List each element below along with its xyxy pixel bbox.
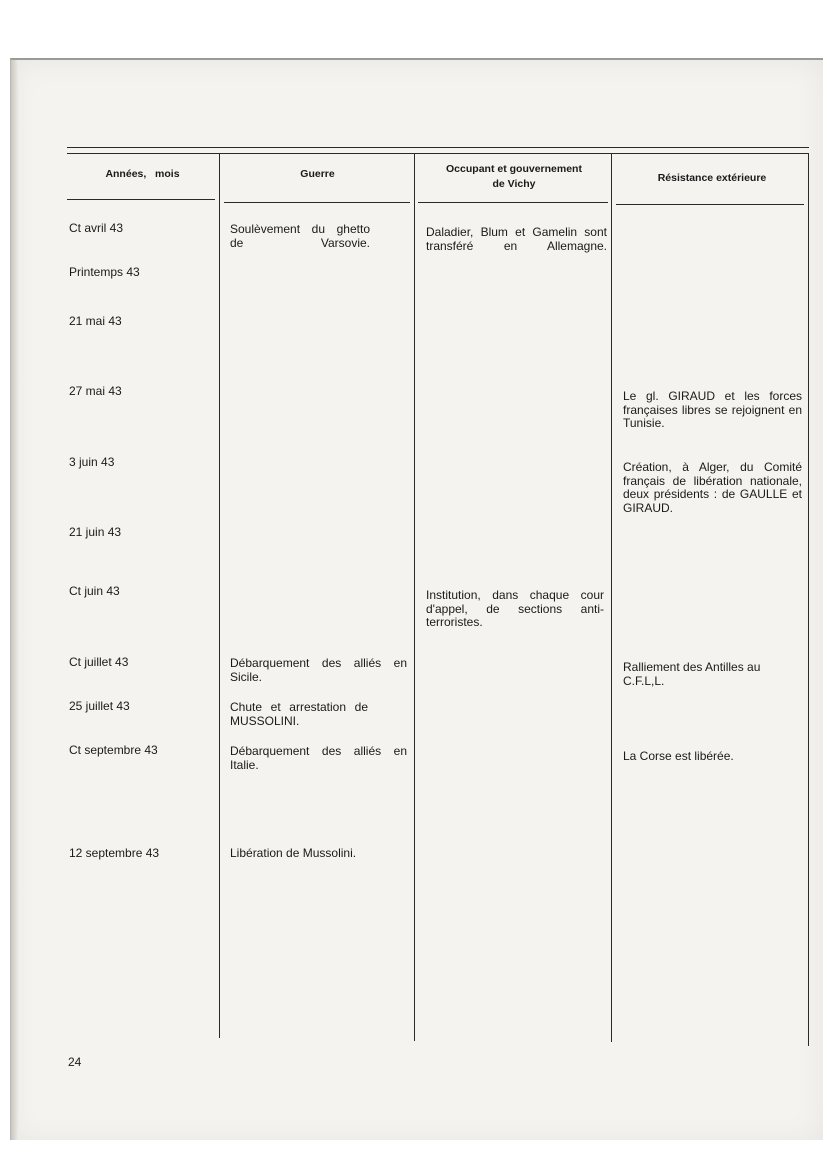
column-divider-3 <box>611 153 612 1042</box>
occupant-entry-text: Daladier, Blum et Gamelin sont transféré en Allemagne. <box>426 225 607 253</box>
occupant-entry <box>426 589 604 630</box>
resistance-entry <box>623 461 802 515</box>
row-date: Ct avril 43 <box>69 221 124 235</box>
row-date: 21 juin 43 <box>69 525 122 539</box>
resistance-entry-text: Le gl. GIRAUD et les forces françaises libres se rejoignent en Tunisie. <box>623 389 802 430</box>
war-entry-text: Débarquement des alliés en Italie. <box>230 744 407 772</box>
page-bottom-margin <box>0 1140 827 1168</box>
row-date: 25 juillet 43 <box>69 699 130 713</box>
occupant-entry-text: Institution, dans chaque cour d'appel, de sections anti-terroristes. <box>426 588 604 629</box>
header-occupant: Occupant et gouvernement de Vichy <box>446 163 582 190</box>
column-divider-1 <box>219 153 220 1038</box>
war-entry <box>230 657 407 684</box>
header-underline-years <box>67 199 215 200</box>
occupant-entry <box>426 226 607 253</box>
war-entry-text: Chute et arrestation de MUSSOLINI. <box>230 700 368 728</box>
resistance-entry-text: Ralliement des Antilles au C.F.L,L. <box>623 660 761 688</box>
page-number: 24 <box>68 1055 82 1069</box>
row-date: 12 septembre 43 <box>69 846 160 860</box>
war-entry-text: Soulèvement du ghetto de Varsovie. <box>230 222 370 250</box>
row-date: Ct juin 43 <box>69 584 120 598</box>
war-entry-text: Débarquement des alliés en Sicile. <box>230 656 407 684</box>
resistance-entry <box>623 390 802 431</box>
war-entry <box>230 701 368 728</box>
row-date: 3 juin 43 <box>69 455 115 469</box>
header-war: Guerre <box>300 168 335 180</box>
resistance-entry-text: Création, à Alger, du Comité français de libération nationale, deux présidents : de GAULLE et GIRAUD. <box>623 460 802 515</box>
war-entry <box>230 847 407 861</box>
resistance-entry-text: La Corse est libérée. <box>623 749 734 763</box>
column-divider-4 <box>808 153 809 1046</box>
row-date: 21 mai 43 <box>69 314 122 328</box>
column-divider-2 <box>414 153 415 1041</box>
war-entry <box>230 745 407 772</box>
row-date: Printemps 43 <box>69 265 140 279</box>
war-entry <box>230 223 370 250</box>
resistance-entry <box>623 661 763 688</box>
resistance-entry <box>623 750 802 764</box>
header-underline-war <box>224 202 410 203</box>
header-underline-resistance <box>616 204 804 205</box>
row-date: Ct juillet 43 <box>69 655 129 669</box>
row-date: 27 mai 43 <box>69 384 122 398</box>
header-resistance: Résistance extérieure <box>657 172 767 184</box>
book-spine-shadow <box>11 60 19 1142</box>
row-date: Ct septembre 43 <box>69 743 158 757</box>
scanned-page <box>10 58 823 1142</box>
header-years: Années, mois <box>105 168 180 180</box>
header-underline-occupant <box>418 202 608 203</box>
table-top-rule <box>67 147 809 148</box>
war-entry-text: Libération de Mussolini. <box>230 846 357 860</box>
table-top-rule-2 <box>67 153 809 154</box>
